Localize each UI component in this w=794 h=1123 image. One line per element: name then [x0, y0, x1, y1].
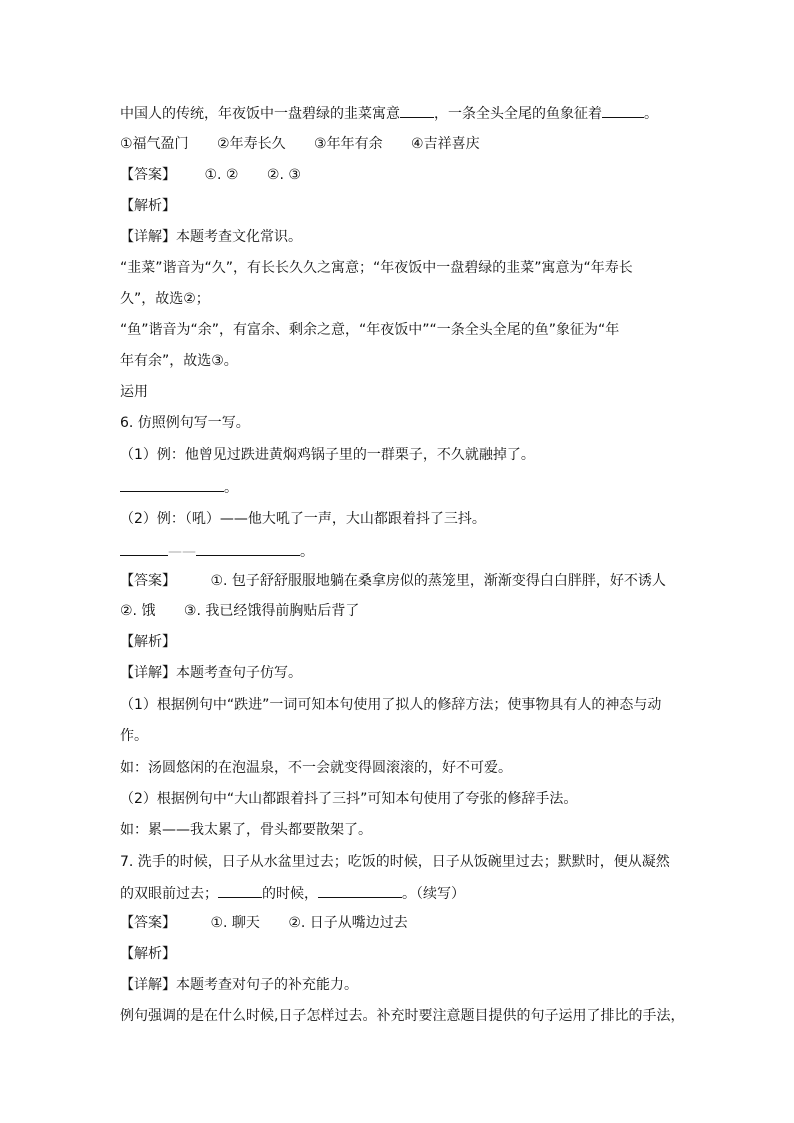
explain-line: 如：汤圆悠闲的在泡温泉，不一会就变得圆滚滚的，好不可爱。: [120, 760, 512, 776]
detail-line: 【详解】本题考查句子仿写。: [120, 665, 302, 681]
explain-line: （1）根据例句中“跌进”一词可知本句使用了拟人的修辞方法；使事物具有人的神态与动: [120, 697, 662, 713]
explain-line: 如：累——我太累了，骨头都要散架了。: [120, 822, 372, 838]
q5-options: [120, 135, 480, 153]
q6-answer: [120, 572, 666, 590]
q5-answer: [120, 166, 301, 184]
explain-line: 作。: [120, 728, 148, 744]
analysis-label: 【解析】: [120, 946, 176, 962]
explain-line: 久”，故选②；: [120, 291, 210, 307]
option: ③年年有余: [314, 136, 383, 152]
stem-text: 的时候，: [262, 886, 318, 902]
explain-line: 年有余”，故选③。: [120, 353, 238, 369]
explain-line: “韭菜”谐音为“久”，有长长久久之寓意；“年夜饭中一盘碧绿的韭菜”寓意为“年寿长: [120, 260, 633, 276]
option: ④吉祥喜庆: [411, 136, 480, 152]
answer-blank: [602, 104, 644, 118]
q6-blank-2: [120, 542, 314, 560]
answer-item: ②. ③: [266, 167, 301, 183]
answer-blank: [318, 884, 402, 898]
answer-item: ①. ②: [204, 167, 239, 183]
q5-stem: [120, 104, 658, 122]
option: ②年寿长久: [217, 136, 286, 152]
answer-blank: [400, 104, 434, 118]
q6-example-2: （2）例：（吼）——他大吼了一声，大山都跟着抖了三抖。: [120, 511, 486, 527]
q6-blank-1: [120, 478, 238, 496]
dash: ——: [168, 544, 196, 560]
period: 。: [224, 480, 238, 496]
stem-text: 的双眼前过去；: [120, 886, 218, 902]
q6-example-1: （1）例：他曾见过跌进黄焖鸡锅子里的一群栗子，不久就融掉了。: [120, 447, 535, 463]
answer-label: 【答案】: [120, 167, 176, 183]
answer-item: ②. 饿: [120, 603, 156, 619]
answer-blank: [218, 884, 262, 898]
analysis-label: 【解析】: [120, 198, 176, 214]
answer-item: ①. 包子舒舒服服地躺在桑拿房似的蒸笼里，渐渐变得白白胖胖，好不诱人: [210, 573, 666, 589]
q6-title: 6. 仿照例句写一写。: [120, 415, 250, 431]
answer-blank: [120, 478, 224, 492]
answer-blank: [120, 542, 168, 556]
section-heading: 运用: [120, 384, 148, 400]
stem-text: 。（续写）: [402, 886, 465, 902]
q7-stem-cont: [120, 884, 465, 902]
answer-blank: [196, 542, 300, 556]
explain-line: （2）根据例句中“大山都跟着抖了三抖”可知本句使用了夸张的修辞手法。: [120, 791, 578, 807]
q7-answer: [120, 914, 408, 932]
q7-stem: 7. 洗手的时候，日子从水盆里过去；吃饭的时候，日子从饭碗里过去；默默时，便从凝然: [120, 854, 670, 870]
period: 。: [300, 544, 314, 560]
stem-text: ，一条全头全尾的鱼象征着: [434, 106, 602, 122]
analysis-label: 【解析】: [120, 634, 176, 650]
answer-label: 【答案】: [120, 573, 176, 589]
answer-item: ①. 聊天: [210, 915, 260, 931]
option: ①福气盈门: [120, 136, 189, 152]
explain-line: 例句强调的是在什么时候,日子怎样过去。补充时要注意题目提供的句子运用了排比的手法，: [120, 1008, 685, 1024]
explain-line: “鱼”谐音为“余”，有富余、剩余之意，“年夜饭中”“一条全头全尾的鱼”象征为“年: [120, 322, 620, 338]
q6-answer-cont: [120, 602, 359, 620]
detail-line: 【详解】本题考查对句子的补充能力。: [120, 977, 358, 993]
stem-text: 中国人的传统，年夜饭中一盘碧绿的韭菜寓意: [120, 106, 400, 122]
answer-item: ②. 日子从嘴边过去: [288, 915, 408, 931]
answer-label: 【答案】: [120, 915, 176, 931]
answer-item: ③. 我已经饿得前胸贴后背了: [183, 603, 360, 619]
detail-line: 【详解】本题考查文化常识。: [120, 229, 302, 245]
stem-text: 。: [644, 106, 658, 122]
